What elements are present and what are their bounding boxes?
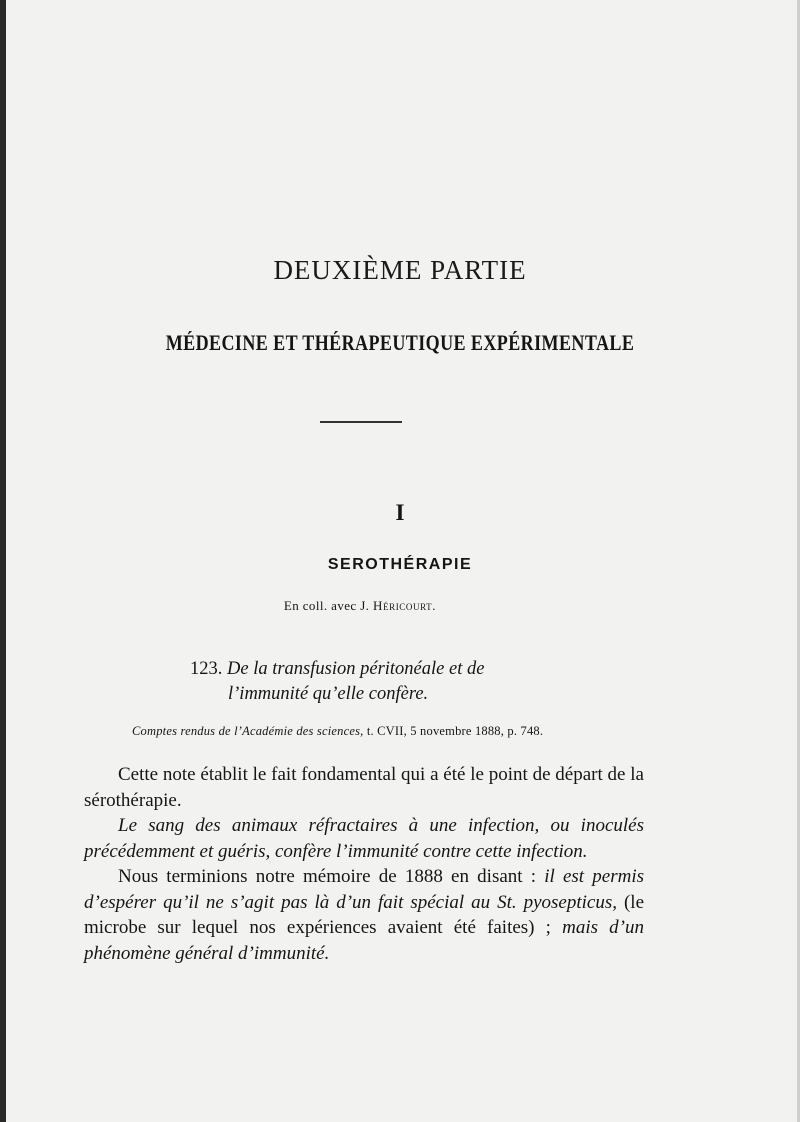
chapter-number: I <box>395 500 405 525</box>
paragraph-3-part-b: il est permis d’espérer qu’il ne s’agit pas là d’un fait spécial au St. pyosepticus, <box>84 866 645 913</box>
section-heading: MÉDECINE ET THÉRAPEUTIQUE EXPÉRIMENTALE <box>165 330 635 355</box>
reference-source: Comptes rendus de l’Académie des sciences, <box>132 724 364 738</box>
part-title: DEUXIÈME PARTIE <box>273 255 527 285</box>
article-number: 123. <box>190 659 223 679</box>
decorative-rule <box>320 421 402 423</box>
reference-details: t. CVII, 5 novembre 1888, p. 748. <box>366 724 544 738</box>
paragraph-3 <box>84 864 644 966</box>
collaboration-line <box>0 598 720 614</box>
bibliographic-reference <box>132 724 752 739</box>
paragraph-3-part-c: (le microbe sur lequel nos expériences avaient été faites) ; <box>84 891 644 938</box>
article-title-line2: l’immunité qu’elle confère. <box>228 684 429 704</box>
chapter-title: SEROTHÉRAPIE <box>327 556 473 573</box>
paragraph-3-part-d: mais d’un phénomène général d’immunité. <box>84 917 644 964</box>
article-title-line1: De la transfusion péritonéale et de <box>227 659 485 679</box>
paragraph-3-part-a: Nous terminions notre mémoire de 1888 en disant : <box>118 866 545 887</box>
article-heading <box>190 657 610 707</box>
collaboration-prefix: En coll. avec J. <box>283 598 370 613</box>
paragraph-2: Le sang des animaux réfractaires à une infection, ou inoculés précédemment et guéris, confère l’immunité contre cette infection. <box>84 815 644 862</box>
paragraph-1: Cette note établit le fait fondamental qui a été le point de départ de la sérothérapie. <box>84 764 644 811</box>
body-text <box>84 762 644 966</box>
collaborator-name: Héricourt. <box>373 598 437 613</box>
